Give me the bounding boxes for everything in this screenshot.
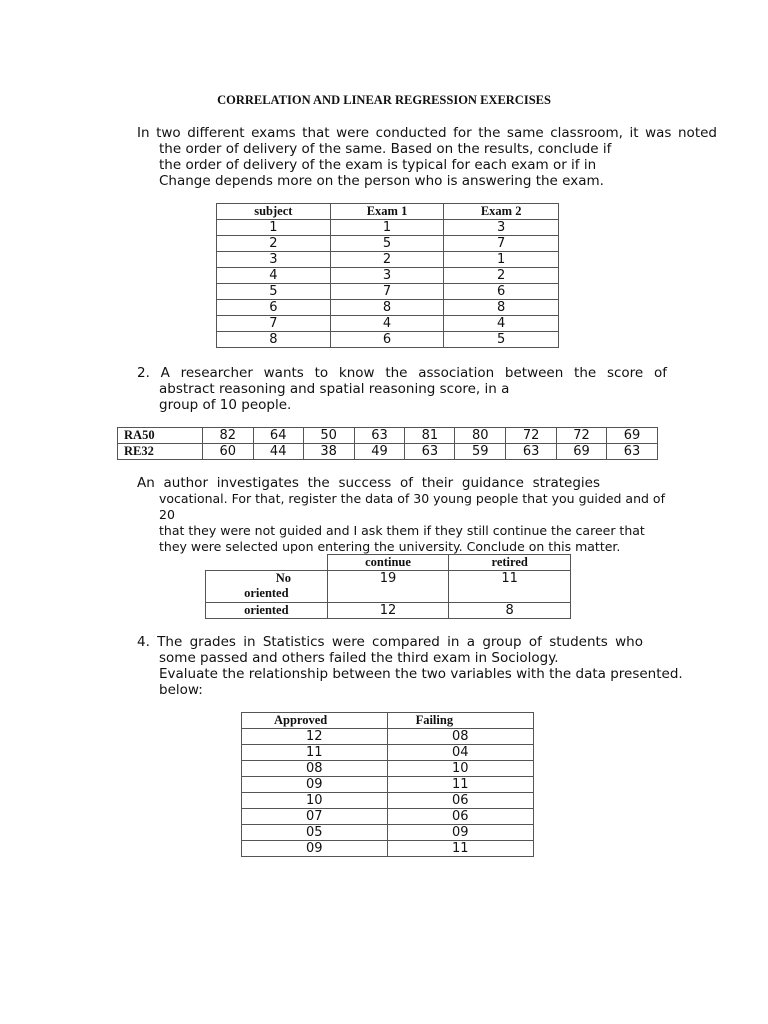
row-label-not-oriented [206,571,328,603]
col-retired: retired [449,555,571,571]
page-title: CORRELATION AND LINEAR REGRESSION EXERCISES [217,93,551,107]
table-cell: 4 [217,268,331,284]
exercise-2-line-2: abstract reasoning and spatial reasoning score, in a [159,381,510,397]
table-cell: 11 [242,745,388,761]
row-label-ra-prefix: RA [124,428,143,442]
table-row [242,729,534,745]
table-cell: 09 [387,825,533,841]
table-cell: 5 [330,236,444,252]
ra-value-cell: 64 [253,428,303,444]
table-cell: 4 [444,316,559,332]
exercise-3-line-2: vocational. For that, register the data of 30 young people that you guided and of 20 [159,491,665,522]
table-cell: 1 [330,220,444,236]
grades-header-failing: Failing [387,713,533,729]
table-cell: 07 [242,809,388,825]
re-value-cell: 60 [202,444,253,460]
table-row [242,841,534,857]
table-cell: 4 [330,316,444,332]
re-value-cell: 63 [606,444,657,460]
table-cell: 06 [387,809,533,825]
exercise-4-line-1: 4. The grades in Statistics were compared in a group of students who [137,634,643,650]
ra-value-cell: 72 [557,428,607,444]
exercise-4-line-2: some passed and others failed the third exam in Sociology. [159,650,559,666]
reasoning-table [117,427,658,460]
exam-table [216,203,559,348]
orientation-row-oriented [206,603,571,619]
table-cell: 3 [444,220,559,236]
exercise-1-line-2: the order of delivery of the same. Based on the results, conclude if [159,141,612,157]
ra-value-cell: 81 [405,428,455,444]
exercise-4-text [137,634,697,698]
exercise-3-line-4: they were selected upon entering the university. Conclude on this matter. [159,539,621,554]
ra-value-cell: 69 [606,428,657,444]
table-cell: 1 [217,220,331,236]
table-cell: 04 [387,745,533,761]
re-value-cell: 63 [405,444,455,460]
table-cell: 7 [444,236,559,252]
table-cell: 08 [387,729,533,745]
table-cell: 5 [217,284,331,300]
table-cell: 3 [330,268,444,284]
table-cell: 09 [242,841,388,857]
reasoning-row-re [118,444,658,460]
ra-value-cell: 63 [354,428,405,444]
table-row [217,220,559,236]
grades-table [241,712,534,857]
table-cell: 2 [217,236,331,252]
table-cell: 5 [444,332,559,348]
table-row [217,300,559,316]
ra-value-cell: 82 [202,428,253,444]
row-label-oriented-1: oriented [244,586,289,600]
table-row [242,793,534,809]
orientation-table-header [206,555,571,571]
grades-table-header [242,713,534,729]
table-cell: 3 [217,252,331,268]
table-row [217,236,559,252]
table-cell: 09 [242,777,388,793]
re-value-cell: 59 [455,444,506,460]
cell-not-oriented-continue: 19 [327,571,449,603]
table-cell: 11 [387,777,533,793]
table-cell: 05 [242,825,388,841]
ra-value-cell: 72 [506,428,557,444]
exercise-3-line-3: that they were not guided and I ask them if they still continue the career that [159,523,645,538]
reasoning-row-ra [118,428,658,444]
table-cell: 08 [242,761,388,777]
table-cell: 7 [330,284,444,300]
row-label-re-prefix: RE [124,444,142,458]
cell-not-oriented-retired: 11 [449,571,571,603]
table-row [217,284,559,300]
cell-oriented-retired: 8 [449,603,571,619]
exercise-1-line-1: In two different exams that were conducted for the same classroom, it was noted [137,125,717,141]
re-value-cell: 49 [354,444,405,460]
table-cell: 6 [330,332,444,348]
table-cell: 06 [387,793,533,809]
col-continue: continue [327,555,449,571]
grades-header-approved: Approved [242,713,388,729]
table-cell: 2 [444,268,559,284]
row-label-ra-first: 50 [142,428,155,442]
exam-table-header-cell: subject [217,204,331,220]
empty-corner-cell [206,555,328,571]
row-label-ra [118,428,203,444]
exercise-2-text [137,365,667,413]
row-label-re [118,444,203,460]
table-row [242,809,534,825]
table-cell: 2 [330,252,444,268]
table-row [217,332,559,348]
exercise-3-line-1: An author investigates the success of their guidance strategies [137,475,600,491]
exercise-1-line-4: Change depends more on the person who is answering the exam. [159,173,604,189]
table-row [217,252,559,268]
table-cell: 11 [387,841,533,857]
table-cell: 7 [217,316,331,332]
table-cell: 10 [387,761,533,777]
table-row [217,268,559,284]
table-row [242,745,534,761]
table-cell: 6 [444,284,559,300]
row-label-re-first: 32 [141,444,154,458]
table-cell: 10 [242,793,388,809]
exercise-2-line-3: group of 10 people. [159,397,292,413]
row-label-oriented: oriented [206,603,328,619]
table-cell: 6 [217,300,331,316]
exercise-3-text [137,475,677,555]
exercise-1-text [137,125,717,189]
orientation-table [205,554,571,619]
table-cell: 8 [217,332,331,348]
cell-oriented-continue: 12 [327,603,449,619]
table-row [242,761,534,777]
exercise-2-line-1: 2. A researcher wants to know the association between the score of [137,365,667,381]
table-cell: 12 [242,729,388,745]
exercise-4-line-4: below: [159,682,203,698]
row-label-no: No [275,571,291,585]
table-cell: 8 [444,300,559,316]
re-value-cell: 63 [506,444,557,460]
exam-table-header [217,204,559,220]
table-cell: 1 [444,252,559,268]
re-value-cell: 69 [557,444,607,460]
table-row [217,316,559,332]
exam-table-header-cell: Exam 2 [444,204,559,220]
ra-value-cell: 50 [303,428,354,444]
table-row [242,777,534,793]
exercise-4-line-3: Evaluate the relationship between the two variables with the data presented. [159,666,683,682]
exercise-1-line-3: the order of delivery of the exam is typical for each exam or if in [159,157,597,173]
re-value-cell: 38 [303,444,354,460]
ra-value-cell: 80 [455,428,506,444]
table-cell: 8 [330,300,444,316]
re-value-cell: 44 [253,444,303,460]
table-row [242,825,534,841]
exam-table-header-cell: Exam 1 [330,204,444,220]
orientation-row-not-oriented [206,571,571,603]
